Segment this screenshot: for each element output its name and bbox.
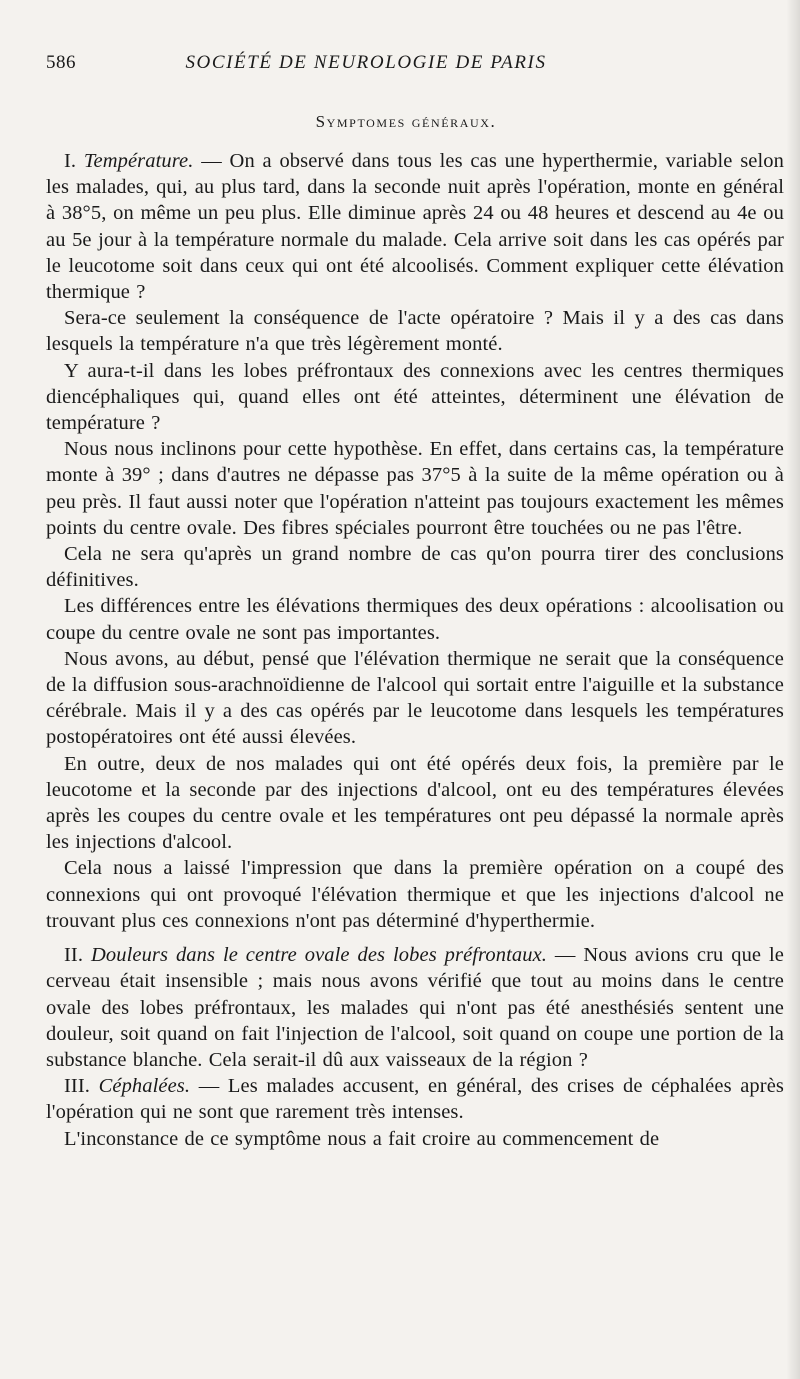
running-head: [46, 52, 786, 82]
paragraph: Nous avons, au début, pensé que l'élévation thermique ne serait que la conséquence de la diffusion sous-arachnoïdienne de l'alcool qui sortait entre l'aiguille et la substance cérébrale. Mais il y a des cas opérés par le leucotome dans lesquels les températures postopératoires ont été aussi élevées.: [46, 647, 784, 749]
paragraph: Les différences entre les élévations thermiques des deux opérations : alcoolisation ou coupe du centre ovale ne sont pas importantes.: [46, 595, 784, 644]
paragraph: Y aura-t-il dans les lobes préfrontaux des connexions avec les centres thermiques diencéphaliques qui, quand elles ont été atteintes, déterminent une élévation de température ?: [46, 359, 784, 435]
paragraph-text: — Nous avions cru que le cerveau était insensible ; mais nous avons vérifié que tout au moins dans le centre ovale des lobes préfrontaux, les malades qui n'ont pas été anesthésiés sentent une douleur, soit quand on fait l'injection de l'alcool, soit quand on coupe une portion de la substance blanche. Cela serait-il dû aux vaisseaux de la région ?: [46, 944, 784, 1071]
body-text: [46, 148, 784, 1152]
paragraph-cephalees: [46, 1073, 784, 1125]
page-number: 586: [46, 52, 76, 73]
journal-title: SOCIÉTÉ DE NEUROLOGIE DE PARIS: [185, 52, 547, 73]
page-edge-shadow: [786, 0, 800, 1379]
paragraph: Sera-ce seulement la conséquence de l'acte opératoire ? Mais il y a des cas dans lesquels la température n'a que très légèrement monté.: [46, 307, 784, 356]
paragraph-label: I.: [64, 150, 77, 172]
paragraph: Nous nous inclinons pour cette hypothèse. En effet, dans certains cas, la température monte à 39° ; dans d'autres ne dépasse pas 37°5 à la suite de la même opération ou à peu près. Il faut aussi noter que l'opération n'atteint pas toujours exactement les mêmes points du centre ovale. Des fibres spéciales pourront être touchées ou ne pas l'être.: [46, 438, 784, 539]
paragraph-temperature: [46, 148, 784, 305]
paragraph-label: II.: [64, 944, 84, 967]
paragraph: Cela ne sera qu'après un grand nombre de cas qu'on pourra tirer des conclusions définitives.: [46, 543, 784, 592]
paragraph: En outre, deux de nos malades qui ont été opérés deux fois, la première par le leucotome et la seconde par des injections d'alcool, ont eu des températures élevées après les coupes du centre ovale et les températures ont peu dépassé la normale après les injections d'alcool.: [46, 752, 784, 854]
paragraph-title: Céphalées.: [98, 1075, 191, 1098]
paragraph-douleurs: [46, 942, 784, 1073]
paragraph: L'inconstance de ce symptôme nous a fait croire au commencement de: [64, 1127, 660, 1150]
section-heading: Symptomes généraux.: [315, 112, 497, 131]
paragraph: Cela nous a laissé l'impression que dans la première opération on a coupé des connexions qui ont provoqué l'élévation thermique et que les injections d'alcool ne trouvant plus ces connexions n'ont pas déterminé d'hyperthermie.: [46, 857, 784, 932]
paragraph-title: Douleurs dans le centre ovale des lobes préfrontaux.: [90, 944, 547, 967]
paragraph-label: III.: [64, 1075, 91, 1098]
paragraph-text: — On a observé dans tous les cas une hyperthermie, variable selon les malades, qui, au plus tard, dans la seconde nuit après l'opération, monte en général à 38°5, on même un peu plus. Elle diminue après 24 ou 48 heures et descend au 4e ou au 5e jour à la température normale du malade. Cela arrive soit dans les cas opérés par le leucotome soit dans ceux qui ont été alcoolisés. Comment expliquer cette élévation thermique ?: [46, 150, 784, 304]
paragraph-title: Température.: [83, 150, 194, 172]
paragraph-text: — Les malades accusent, en général, des crises de céphalées après l'opération qui ne sont que rarement très intenses.: [46, 1075, 784, 1124]
